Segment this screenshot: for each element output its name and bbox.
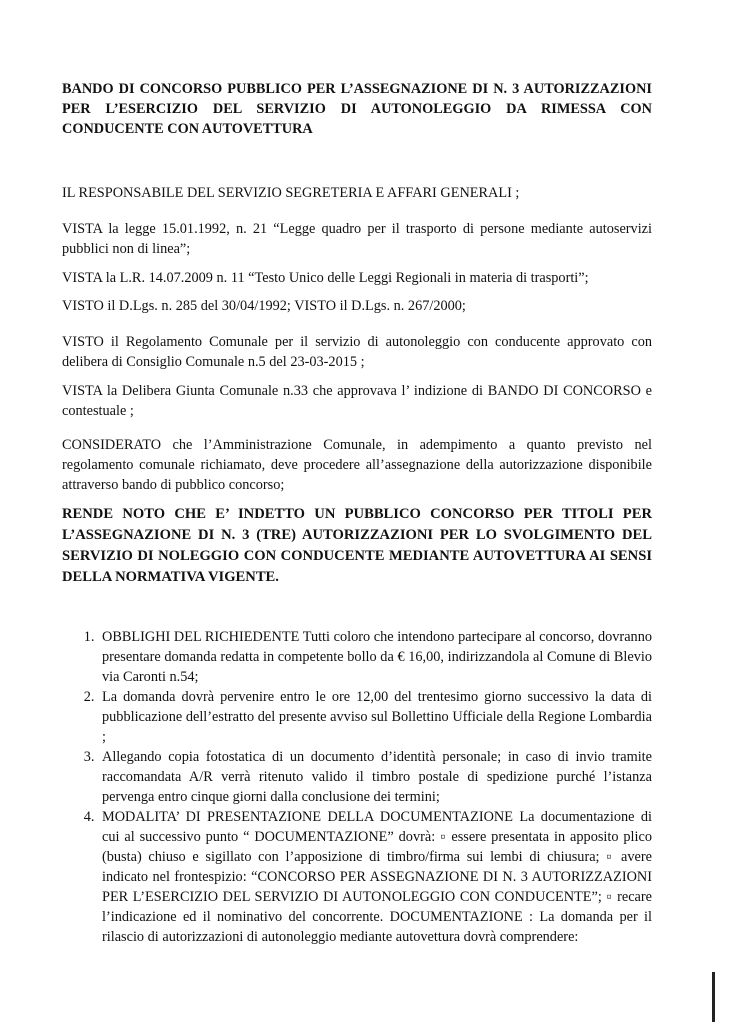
competition-notice: RENDE NOTO CHE E’ INDETTO UN PUBBLICO CONCORSO PER TITOLI PER L’ASSEGNAZIONE DI N. 3 (TRE) AUTORIZZAZIONI PER LO SVOLGIMENTO DEL SERVIZIO DI NOLEGGIO CON CONDUCENTE MEDIANTE AUTOVETTURA AI SENSI DELLA NORMATIVA VIGENTE. [62, 506, 652, 585]
recital-law-21-1992: VISTA la legge 15.01.1992, n. 21 “Legge quadro per il trasporto di persone mediante autoservizi pubblici non di linea”; [62, 221, 652, 257]
list-item: 3. Allegando copia fotostatica di un documento d’identità personale; in caso di invio tramite raccomandata A/R verrà ritenuto valido il timbro postale di spedizione purché l’istanza pervenga entro cinque giorni dalla conclusione dei termini; [98, 747, 652, 807]
recital-municipal-regulation: VISTO il Regolamento Comunale per il servizio di autonoleggio con conducente approvato con delibera di Consiglio Comunale n.5 del 23-03-2015 ; [62, 334, 652, 370]
recital-council-resolution: VISTA la Delibera Giunta Comunale n.33 che approvava l’ indizione di BANDO DI CONCORSO e contestuale ; [62, 383, 652, 419]
scan-edge-mark [712, 972, 715, 1022]
document-title: BANDO DI CONCORSO PUBBLICO PER L’ASSEGNAZIONE DI N. 3 AUTORIZZAZIONI PER L’ESERCIZIO DEL SERVIZIO DI AUTONOLEGGIO DA RIMESSA CON CONDUCENTE CON AUTOVETTURA [62, 81, 652, 137]
requirements-list [62, 627, 652, 947]
recital-regional-law: VISTA la L.R. 14.07.2009 n. 11 “Testo Unico delle Leggi Regionali in materia di trasporti”; [62, 270, 589, 286]
list-item: 1. OBBLIGHI DEL RICHIEDENTE Tutti coloro che intendono partecipare al concorso, dovranno presentare domanda redatta in competente bollo da € 16,00, indirizzandola al Comune di Blevio via Caronti n.54; [98, 627, 652, 687]
recital-dlgs: VISTO il D.Lgs. n. 285 del 30/04/1992; VISTO il D.Lgs. n. 267/2000; [62, 298, 466, 314]
responsible-heading: IL RESPONSABILE DEL SERVIZIO SEGRETERIA E AFFARI GENERALI ; [62, 185, 520, 201]
list-item: 4. MODALITA’ DI PRESENTAZIONE DELLA DOCUMENTAZIONE La documentazione di cui al successivo punto “ DOCUMENTAZIONE” dovrà: ▫ essere presentata in apposito plico (busta) chiuso e sigillato con l’apposizione di timbro/firma sui lembi di chiusura; ▫ avere indicato nel frontespizio: “CONCORSO PER ASSEGNAZIONE DI N. 3 AUTORIZZAZIONI PER L’ESERCIZIO DEL SERVIZIO DI AUTONOLEGGIO CON CONDUCENTE”; ▫ recare l’indicazione ed il nominativo del concorrente. DOCUMENTAZIONE : La domanda per il rilascio di autorizzazioni di autonoleggio mediante autovettura dovrà comprendere: [98, 807, 652, 947]
list-item: 2. La domanda dovrà pervenire entro le ore 12,00 del trentesimo giorno successivo la data di pubblicazione dell’estratto del presente avviso sul Bollettino Ufficiale della Regione Lombardia ; [98, 687, 652, 747]
recital-considerato: CONSIDERATO che l’Amministrazione Comunale, in adempimento a quanto previsto nel regolamento comunale richiamato, deve procedere all’assegnazione della autorizzazione disponibile attraverso bando di pubblico concorso; [62, 437, 652, 493]
